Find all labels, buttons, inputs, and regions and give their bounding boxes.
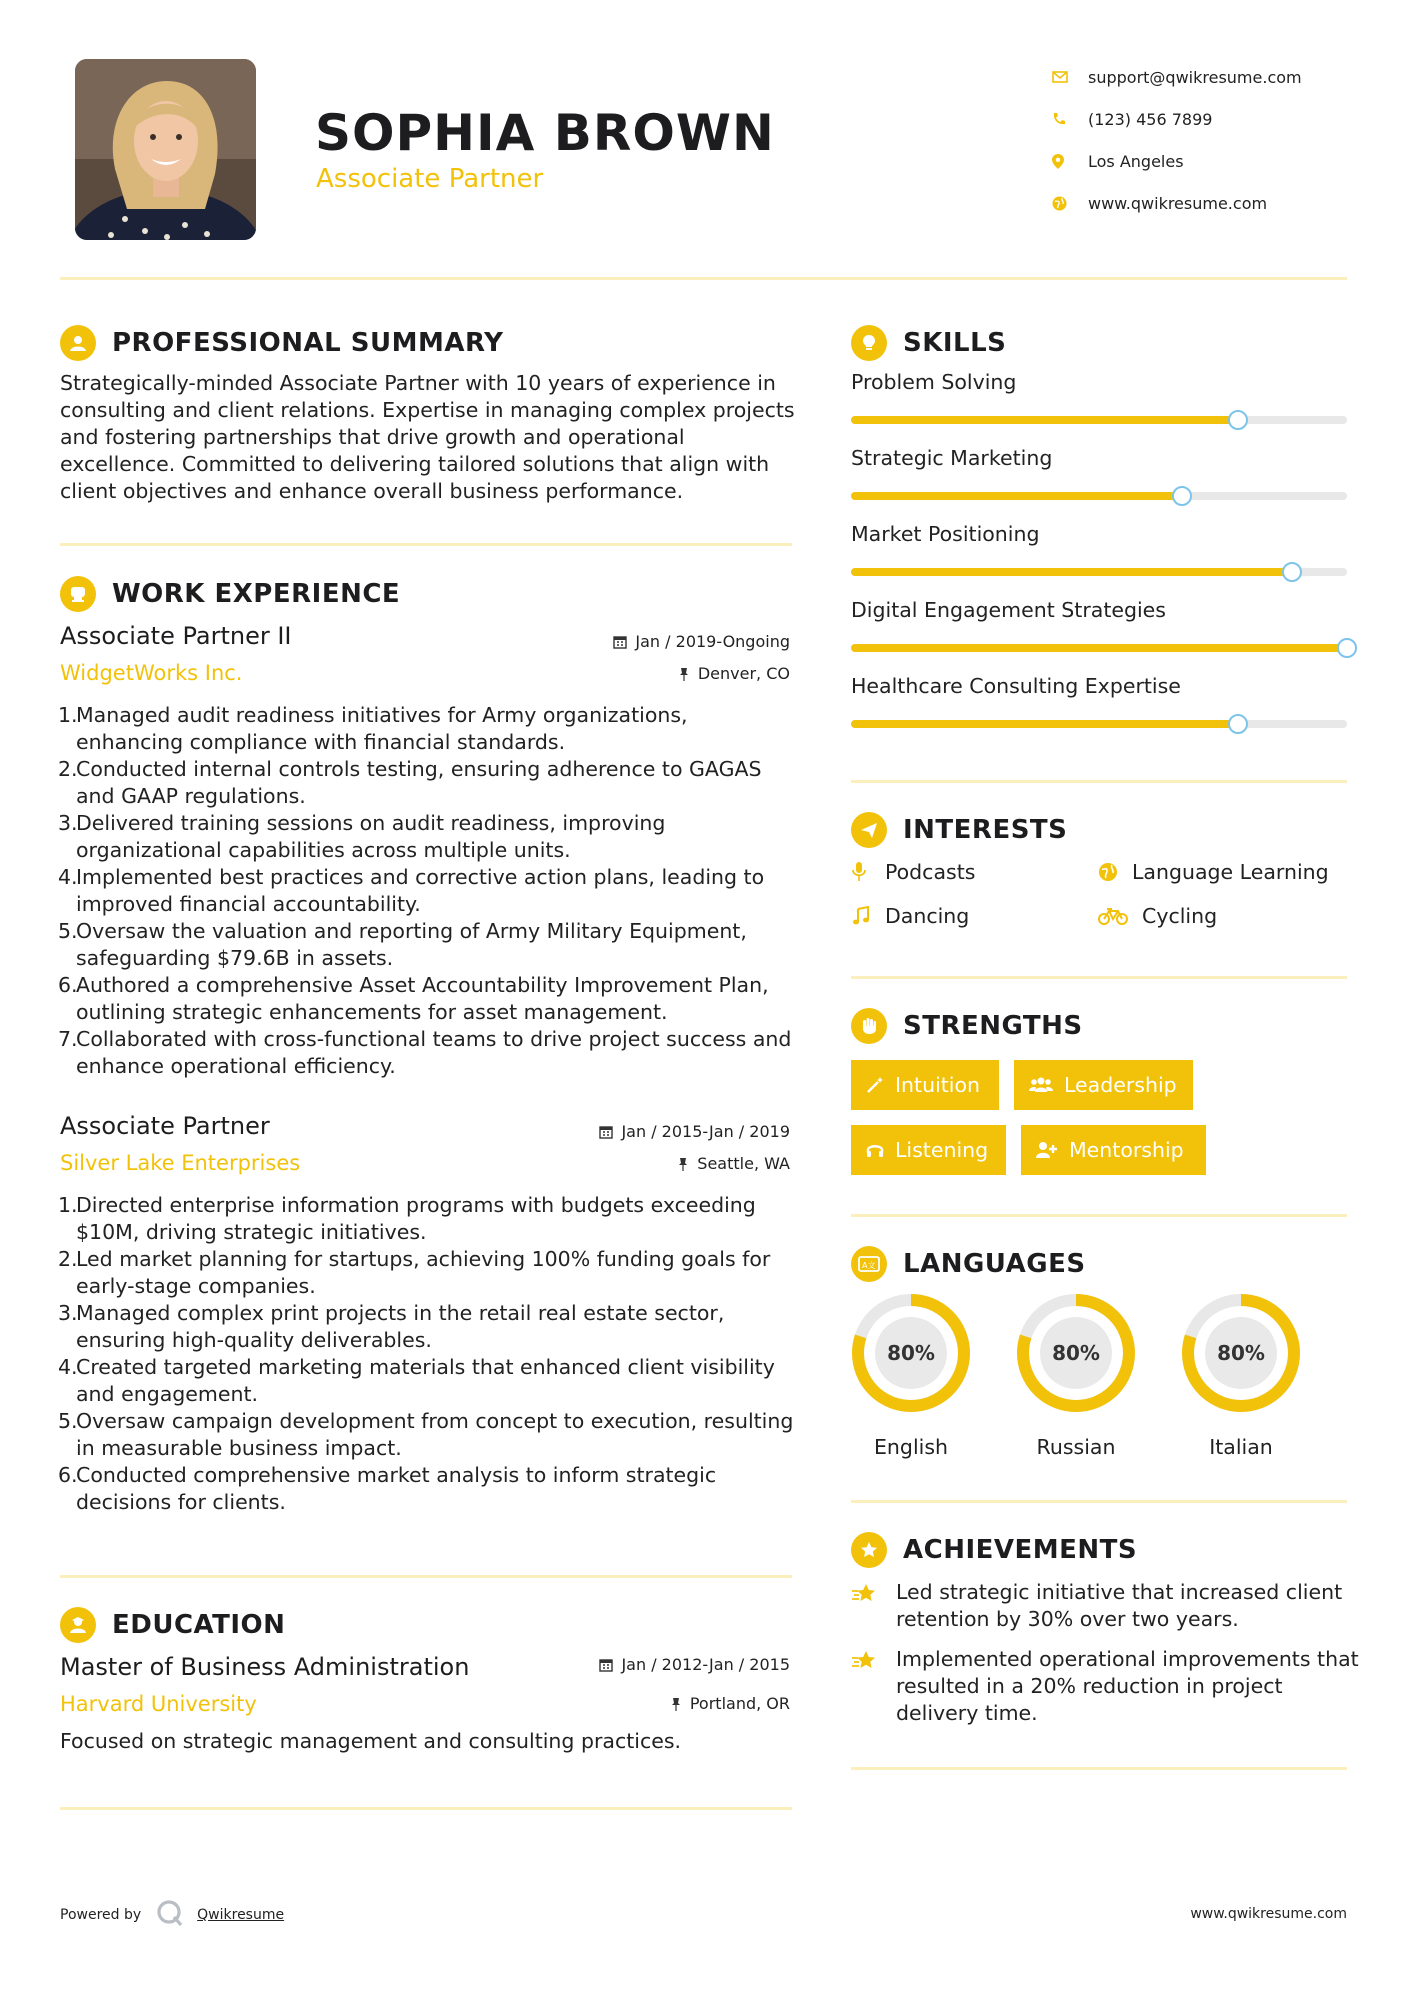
language-name: Russian xyxy=(1036,1435,1116,1459)
education-location xyxy=(670,1694,790,1713)
user-icon xyxy=(60,325,96,361)
envelope-icon xyxy=(1052,71,1088,83)
skill-bar-fill xyxy=(851,492,1182,500)
candidate-title: Associate Partner xyxy=(316,164,544,194)
interest-label: Cycling xyxy=(1142,904,1218,928)
skill-label: Problem Solving xyxy=(851,370,1017,394)
contact-phone[interactable] xyxy=(1052,98,1302,140)
list-item: 7. Collaborated with cross-functional teams to drive project success and enhance operational efficiency. xyxy=(58,1027,792,1078)
list-item: 1. Managed audit readiness initiatives for Army organizations, enhancing compliance with financial standards. xyxy=(58,703,688,754)
language-item xyxy=(1016,1293,1136,1459)
job-location-text: Seattle, WA xyxy=(697,1154,790,1173)
achievement-item xyxy=(851,1579,1361,1633)
achievements-heading-text: ACHIEVEMENTS xyxy=(903,1535,1138,1565)
contact-website[interactable] xyxy=(1052,182,1302,224)
profile-photo xyxy=(75,59,256,240)
experience-heading xyxy=(60,576,400,612)
pushpin-icon xyxy=(670,1697,682,1711)
skill-bar-knob xyxy=(1228,410,1248,430)
list-item: 6. Conducted comprehensive market analysis to inform strategic decisions for clients. xyxy=(58,1463,717,1514)
skill-bar-knob xyxy=(1172,486,1192,506)
list-item: 2. Conducted internal controls testing, ensuring adherence to GAGAS and GAAP regulations. xyxy=(58,757,762,808)
pushpin-icon xyxy=(677,1157,689,1171)
footer-website[interactable]: www.qwikresume.com xyxy=(1190,1906,1347,1922)
svg-text:A文: A文 xyxy=(862,1261,876,1270)
skills-heading-text: SKILLS xyxy=(903,328,1007,358)
skill-bar-fill xyxy=(851,720,1238,728)
summary-heading-text: PROFESSIONAL SUMMARY xyxy=(112,328,504,358)
job-dates xyxy=(613,632,790,651)
interest-label: Dancing xyxy=(885,904,970,928)
language-name: English xyxy=(873,1435,949,1459)
list-item: 5. Oversaw campaign development from concept to execution, resulting in measurable business impact. xyxy=(58,1409,794,1460)
star-icon xyxy=(851,1579,896,1633)
language-percent: 80% xyxy=(887,1341,935,1365)
language-icon xyxy=(851,1246,887,1282)
bicycle-icon xyxy=(1098,907,1138,925)
language-percent: 80% xyxy=(1052,1341,1100,1365)
job-dates xyxy=(599,1122,790,1141)
users-icon xyxy=(1028,1075,1054,1095)
languages-divider xyxy=(851,1500,1347,1503)
education-heading-text: EDUCATION xyxy=(112,1610,286,1640)
skill-bar-fill xyxy=(851,644,1347,652)
star-badge-icon xyxy=(851,1532,887,1568)
qwikresume-logo-icon xyxy=(155,1898,185,1932)
interest-item xyxy=(851,860,975,884)
achievement-text: Led strategic initiative that increased client retention by 30% over two years. xyxy=(896,1580,1343,1631)
achievements-divider xyxy=(851,1767,1347,1770)
languages-heading-text: LANGUAGES xyxy=(903,1249,1086,1279)
language-item xyxy=(1181,1293,1301,1459)
list-item: 2. Led market planning for startups, achieving 100% funding goals for early-stage companies. xyxy=(58,1247,771,1298)
interests-heading-text: INTERESTS xyxy=(903,815,1068,845)
skill-label: Market Positioning xyxy=(851,522,1040,546)
skill-bar xyxy=(851,720,1347,728)
phone-icon xyxy=(1052,112,1088,126)
education-description: Focused on strategic management and consulting practices. xyxy=(60,1729,682,1753)
interests-divider xyxy=(851,976,1347,979)
education-divider xyxy=(60,1807,792,1810)
summary-heading xyxy=(60,325,503,361)
interest-item xyxy=(851,904,969,928)
paper-plane-icon xyxy=(851,812,887,848)
skill-bar xyxy=(851,416,1347,424)
summary-divider xyxy=(60,543,792,546)
job-dates-text: Jan / 2015-Jan / 2019 xyxy=(621,1122,790,1141)
skill-bar-fill xyxy=(851,568,1292,576)
experience-divider xyxy=(60,1575,792,1578)
job-company: Silver Lake Enterprises xyxy=(60,1151,301,1175)
skills-divider xyxy=(851,780,1347,783)
strengths-divider xyxy=(851,1214,1347,1217)
calendar-icon xyxy=(599,1125,613,1139)
strength-label: Intuition xyxy=(895,1073,981,1097)
skill-bar xyxy=(851,492,1347,500)
skill-bar-fill xyxy=(851,416,1238,424)
contact-email[interactable] xyxy=(1052,56,1302,98)
strength-tag xyxy=(851,1060,999,1110)
education-school: Harvard University xyxy=(60,1692,257,1716)
strength-label: Listening xyxy=(895,1138,989,1162)
strength-tag xyxy=(851,1125,1006,1175)
contact-location-text: Los Angeles xyxy=(1088,151,1184,171)
job-title: Associate Partner xyxy=(60,1112,270,1140)
language-ring xyxy=(1016,1293,1136,1413)
language-ring xyxy=(1181,1293,1301,1413)
interest-label: Language Learning xyxy=(1132,860,1329,884)
microphone-icon xyxy=(851,861,881,883)
education-degree: Master of Business Administration xyxy=(60,1653,470,1681)
music-note-icon xyxy=(851,906,881,926)
powered-by-text: Powered by xyxy=(60,1907,142,1923)
footer-powered-by xyxy=(60,1898,284,1932)
education-heading xyxy=(60,1607,285,1643)
achievement-text: Implemented operational improvements that resulted in a 20% reduction in project delivery time. xyxy=(896,1647,1359,1725)
education-dates xyxy=(599,1655,790,1674)
languages-heading xyxy=(851,1246,1086,1282)
list-item: 6. Authored a comprehensive Asset Accountability Improvement Plan, outlining strategic enhancements for asset management. xyxy=(58,973,769,1024)
briefcase-icon xyxy=(60,576,96,612)
skill-label: Digital Engagement Strategies xyxy=(851,598,1166,622)
star-icon xyxy=(851,1646,896,1727)
map-pin-icon xyxy=(1052,154,1088,169)
job-location xyxy=(677,1154,790,1173)
fist-icon xyxy=(851,1008,887,1044)
list-item: 3. Managed complex print projects in the retail real estate sector, ensuring high-quality deliverables. xyxy=(58,1301,725,1352)
skill-bar xyxy=(851,568,1347,576)
interest-label: Podcasts xyxy=(885,860,976,884)
strength-label: Mentorship xyxy=(1069,1138,1184,1162)
magic-wand-icon xyxy=(865,1075,885,1095)
interests-heading xyxy=(851,812,1067,848)
pushpin-icon xyxy=(678,667,690,681)
job-bullets xyxy=(58,1192,798,1516)
language-item xyxy=(851,1293,971,1459)
list-item: 4. Created targeted marketing materials that enhanced client visibility and engagement. xyxy=(58,1355,775,1406)
lightbulb-icon xyxy=(851,325,887,361)
achievements-heading xyxy=(851,1532,1137,1568)
header-divider xyxy=(60,277,1347,280)
contact-phone-text: (123) 456 7899 xyxy=(1088,109,1213,129)
skill-bar xyxy=(851,644,1347,652)
list-item: 1. Directed enterprise information programs with budgets exceeding $10M, driving strategic initiatives. xyxy=(58,1193,756,1244)
language-ring xyxy=(851,1293,971,1413)
contact-location xyxy=(1052,140,1302,182)
candidate-name: SOPHIA BROWN xyxy=(315,104,775,162)
strength-label: Leadership xyxy=(1064,1073,1177,1097)
strength-tag xyxy=(1021,1125,1206,1175)
achievement-item xyxy=(851,1646,1361,1727)
job-bullets xyxy=(58,702,798,1080)
job-company: WidgetWorks Inc. xyxy=(60,661,243,685)
job-dates-text: Jan / 2019-Ongoing xyxy=(635,632,790,651)
contact-website-text: www.qwikresume.com xyxy=(1088,193,1268,213)
strengths-heading xyxy=(851,1008,1083,1044)
skill-bar-knob xyxy=(1228,714,1248,734)
education-location-text: Portland, OR xyxy=(689,1694,790,1713)
list-item: 4. Implemented best practices and corrective action plans, leading to improved financial accountability. xyxy=(58,865,765,916)
summary-text: Strategically-minded Associate Partner with 10 years of experience in consulting and client relations. Expertise in managing complex projects and fostering partnerships that drive growth and operational excellence. Committed to delivering tailored solutions that align with client objectives and enhance overall business performance. xyxy=(60,371,795,503)
calendar-icon xyxy=(599,1658,613,1672)
skill-label: Healthcare Consulting Expertise xyxy=(851,674,1181,698)
qwikresume-link[interactable]: Qwikresume xyxy=(197,1907,285,1923)
globe-icon xyxy=(1052,196,1088,211)
job-location-text: Denver, CO xyxy=(697,664,790,683)
list-item: 3. Delivered training sessions on audit readiness, improving organizational capabilities across multiple units. xyxy=(58,811,666,862)
contact-email-text: support@qwikresume.com xyxy=(1088,67,1302,87)
skill-bar-knob xyxy=(1337,638,1357,658)
strength-tag xyxy=(1014,1060,1193,1110)
experience-heading-text: WORK EXPERIENCE xyxy=(112,579,401,609)
user-plus-icon xyxy=(1035,1140,1059,1160)
language-percent: 80% xyxy=(1217,1341,1265,1365)
contact-block xyxy=(1052,56,1302,224)
graduation-icon xyxy=(60,1607,96,1643)
interest-item xyxy=(1098,904,1217,928)
skill-label: Strategic Marketing xyxy=(851,446,1053,470)
interest-item xyxy=(1098,860,1329,884)
globe-icon xyxy=(1098,862,1128,882)
list-item: 5. Oversaw the valuation and reporting of Army Military Equipment, safeguarding $79.6B in assets. xyxy=(58,919,747,970)
skill-bar-knob xyxy=(1282,562,1302,582)
calendar-icon xyxy=(613,635,627,649)
education-dates-text: Jan / 2012-Jan / 2015 xyxy=(621,1655,790,1674)
language-name: Italian xyxy=(1209,1435,1273,1459)
job-title: Associate Partner II xyxy=(60,622,292,650)
headphones-icon xyxy=(865,1140,885,1160)
strengths-heading-text: STRENGTHS xyxy=(903,1011,1083,1041)
job-location xyxy=(678,664,790,683)
skills-heading xyxy=(851,325,1006,361)
